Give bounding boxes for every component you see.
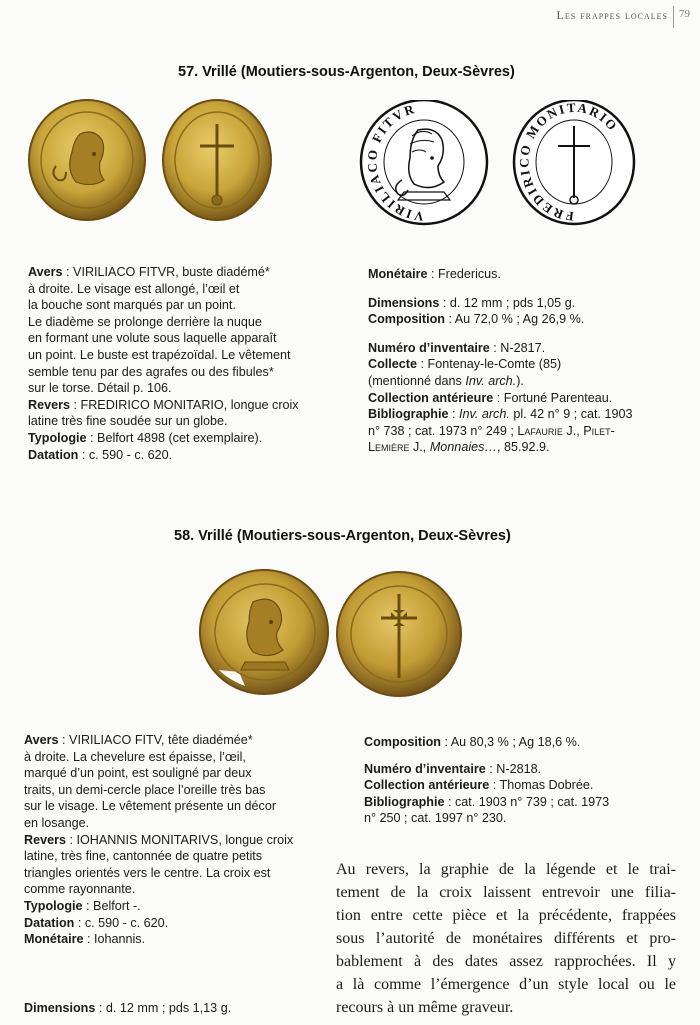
description-line: traits, un demi-cercle place l’oreille très bas <box>24 782 266 797</box>
description-line: Le diadème se prolonge derrière la nuque <box>28 314 262 329</box>
commentary-line: sous l’autorité de monétaires différents et pro- <box>336 930 676 947</box>
description-line: en losange. <box>24 815 90 830</box>
description-line: latine très fine soudée sur un globe. <box>28 414 228 429</box>
description-line: latine, très fine, cantonnée de quatre petits <box>24 849 263 864</box>
description-line: Avers : VIRILIACO FITV, tête diadémée* <box>24 733 253 747</box>
entry-58-bibliographie-line2: n° 250 ; cat. 1997 n° 230. <box>364 811 507 826</box>
description-line: Datation : c. 590 - c. 620. <box>28 447 173 462</box>
entry-58-collection: Collection antérieure : Thomas Dobrée. <box>364 778 594 793</box>
entry-57-bibliographie-line2: n° 738 ; cat. 1973 n° 249 ; Lafaurie J., Pilet- <box>368 423 615 438</box>
description-line: à droite. La chevelure est épaisse, l’œil, <box>24 749 246 764</box>
entry-57-description <box>28 264 348 463</box>
entry-57-collecte: Collecte : Fontenay-le-Comte (85) <box>368 357 562 372</box>
entry-57-coin-drawings <box>352 100 672 230</box>
commentary-line: a là comme l’émergence d’un style local ou le <box>336 976 676 993</box>
description-line: sur le torse. Détail p. 106. <box>28 381 172 396</box>
description-line: Revers : IOHANNIS MONITARIVS, longue croix <box>24 832 294 847</box>
entry-58-details <box>364 734 674 827</box>
description-line: à droite. Le visage est allongé, l’œil et <box>28 281 240 296</box>
description-line: Revers : FREDIRICO MONITARIO, longue croix <box>28 397 299 412</box>
commentary-line: tement de la croix laissent entrevoir une filia- <box>336 884 676 901</box>
description-line: semble tenu par des agrafes ou des fibules* <box>28 364 274 379</box>
entry-57-inventaire: Numéro d’inventaire : N-2817. <box>368 340 546 355</box>
entry-57-title: 57. Vrillé (Moutiers-sous-Argenton, Deux-Sèvres) <box>178 64 515 80</box>
coin-57-obverse-drawing <box>361 100 487 224</box>
entry-57-details <box>368 266 678 456</box>
description-line: triangles orientés vers le centre. La croix est <box>24 865 271 880</box>
entry-57-collecte-note: (mentionné dans Inv. arch.). <box>368 373 524 388</box>
entry-58-description <box>24 732 344 948</box>
description-line: Typologie : Belfort -. <box>24 898 141 913</box>
entry-57-bibliographie-line3: Lemière J., Monnaies…, 85.92.9. <box>368 440 550 455</box>
entry-57-collection: Collection antérieure : Fortuné Parenteau. <box>368 390 613 405</box>
entry-57-monetaire: Monétaire : Fredericus. <box>368 267 501 281</box>
entry-58-inventaire: Numéro d’inventaire : N-2818. <box>364 761 542 776</box>
entry-58-title: 58. Vrillé (Moutiers-sous-Argenton, Deux-Sèvres) <box>174 528 511 544</box>
entry-57-dimensions: Dimensions : d. 12 mm ; pds 1,05 g. <box>368 295 576 310</box>
coin-57-obverse-photo <box>29 100 145 220</box>
entry-57-composition: Composition : Au 72,0 % ; Ag 26,9 %. <box>368 312 585 327</box>
running-header: Les frappes locales <box>556 8 668 22</box>
description-line: Avers : VIRILIACO FITVR, buste diadémé* <box>28 265 270 279</box>
description-line: marqué d’un point, est souligné par deux <box>24 766 252 781</box>
coin-57-reverse-legend: FREDIRICO MONITARIO <box>516 100 622 225</box>
entry-58-coin-photos <box>195 566 467 700</box>
entry-57-coin-photos <box>22 96 272 228</box>
coin-58-obverse-photo <box>200 570 328 694</box>
entry-57-bibliographie: Bibliographie : Inv. arch. pl. 42 n° 9 ; cat. 1903 <box>368 407 633 422</box>
commentary-line: bablement à des dates assez rapprochées. Il y <box>336 953 676 970</box>
description-line: en formant une volute sous laquelle apparaît <box>28 331 277 346</box>
commentary-line: recours à un même graveur. <box>336 999 514 1016</box>
description-line: Typologie : Belfort 4898 (cet exemplaire). <box>28 430 263 445</box>
header-divider <box>673 6 674 28</box>
description-line: comme rayonnante. <box>24 882 136 897</box>
description-line: sur le visage. Le vêtement présente un décor <box>24 799 277 814</box>
commentary-line: Au revers, la graphie de la légende et le trai- <box>336 861 676 878</box>
commentary-line: tion entre cette pièce et la précédente, frappées <box>336 907 676 924</box>
description-line: Datation : c. 590 - c. 620. <box>24 915 169 930</box>
entry-58-dimensions: Dimensions : d. 12 mm ; pds 1,13 g. <box>24 1001 232 1015</box>
entry-58-commentary <box>336 858 676 1019</box>
description-line: la bouche sont marqués par un point. <box>28 298 236 313</box>
entry-58-bibliographie: Bibliographie : cat. 1903 n° 739 ; cat. 1973 <box>364 794 610 809</box>
coin-57-reverse-photo <box>163 100 271 220</box>
page-number: 79 <box>679 8 690 20</box>
description-line: un point. Le buste est trapézoïdal. Le vêtement <box>28 347 291 362</box>
coin-57-obverse-legend: VIRILIACO FITVR <box>364 100 425 225</box>
description-line: Monétaire : Iohannis. <box>24 932 146 947</box>
entry-58-composition: Composition : Au 80,3 % ; Ag 18,6 %. <box>364 735 581 749</box>
coin-57-reverse-drawing <box>514 100 634 224</box>
coin-58-reverse-photo <box>337 572 461 696</box>
